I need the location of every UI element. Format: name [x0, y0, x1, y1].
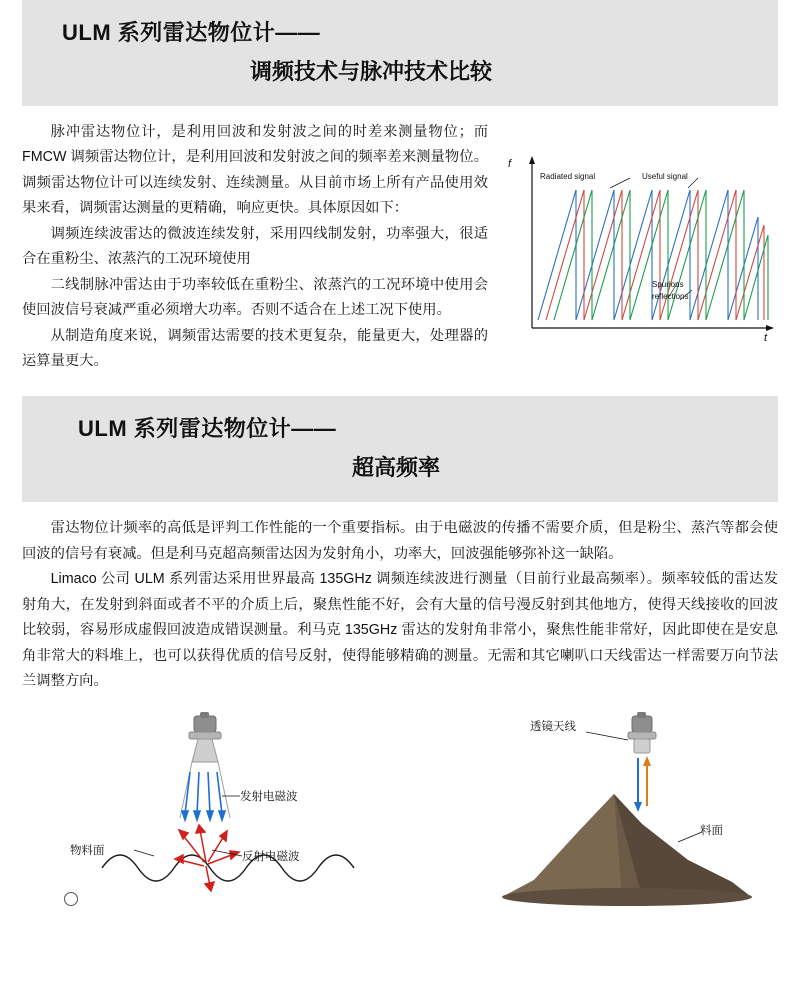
- section-1-paragraph-3: 二线制脉冲雷达由于功率较低在重粉尘、浓蒸汽的工况环境中使用会使回波信号衰减严重必须增大功率。否则不适合在上述工况下使用。: [22, 276, 488, 319]
- section-2-paragraph-2: Limaco 公司 ULM 系列雷达采用世界最高 135GHz 调频连续波进行测量（目前行业最高频率）。频率较低的雷达发射角大，在发射到斜面或者不平的介质上后，聚焦性能不好，会有大量的信号漫反射到其他地方，使得天线接收的回波比较弱，容易形成虚假回波造成错误测量。利马克 135GHz 雷达的发射角非常小，聚焦性能非常好，因此即使在是安息角非常大的料堆上，也可以获得优质的信号反射，使得能够精确的测量。无需和其它喇叭口天线雷达一样需要万向节法兰调整方向。: [22, 571, 778, 689]
- emit-wave-label: 发射电磁波: [240, 791, 298, 804]
- section-2-paragraph-1: 雷达物位计频率的高低是评判工作性能的一个重要指标。由于电磁波的传播不需要介质，但是粉尘、蒸汽等都会使回波的信号有衰减。但是利马克超高频雷达因为发射角小，功率大，回波强能够弥补这一缺陷。: [22, 520, 778, 562]
- section-2-body: [22, 502, 778, 694]
- section-1-title-line1: ULM 系列雷达物位计——: [62, 20, 321, 45]
- section-1-banner: [22, 0, 778, 106]
- chart-annotation-useful-signal: Useful signal: [642, 172, 688, 181]
- figure-material-pile: [482, 710, 772, 910]
- figure-rough-surface-svg: [92, 710, 392, 910]
- fmcw-chart-figure: [502, 150, 778, 350]
- chart-annotation-reflections: reflections: [652, 292, 689, 301]
- section-1-body: [22, 106, 778, 374]
- section-1-paragraph-2: 调频连续波雷达的微波连续发射，采用四线制发射，功率强大，很适合在重粉尘、浓蒸汽的工况环境使用: [22, 225, 488, 268]
- chart-annotation-spurious: Spurious: [652, 280, 684, 289]
- section-2-figures: [22, 710, 778, 910]
- section-2-banner: [22, 396, 778, 502]
- lens-antenna-label: 透镜天线: [530, 721, 576, 734]
- slope-label: 料面: [700, 825, 723, 838]
- chart-xlabel: t: [764, 332, 768, 344]
- section-2-title-line2: 超高频率: [352, 455, 441, 481]
- material-surface-label: 物料面: [70, 845, 105, 858]
- section-1-paragraph-1: 脉冲雷达物位计，是利用回波和发射波之间的时差来测量物位；而 FMCW 调频雷达物位计，是利用回波和发射波之间的频率差来测量物位。调频雷达物位计可以连续发射、连续测量。从目前市场上所有产品使用效果来看，调频雷达测量的更精确，响应更快。具体原因如下：: [22, 124, 488, 217]
- reflect-wave-label: 反射电磁波: [242, 851, 300, 864]
- chart-ylabel: f: [508, 158, 512, 170]
- figure-material-pile-svg: [482, 710, 772, 910]
- chart-annotation-radiated-signal: Radiated signal: [540, 172, 596, 181]
- fmcw-chart: [502, 150, 778, 350]
- section-2-title-line1: ULM 系列雷达物位计——: [78, 416, 337, 442]
- page-bottom-marker: [64, 892, 78, 906]
- figure-rough-surface: [70, 710, 392, 910]
- section-1-title-line2: 调频技术与脉冲技术比较: [250, 59, 493, 84]
- section-1-paragraph-4: 从制造角度来说，调频雷达需要的技术更复杂，能量更大，处理器的运算量更大。: [22, 327, 488, 369]
